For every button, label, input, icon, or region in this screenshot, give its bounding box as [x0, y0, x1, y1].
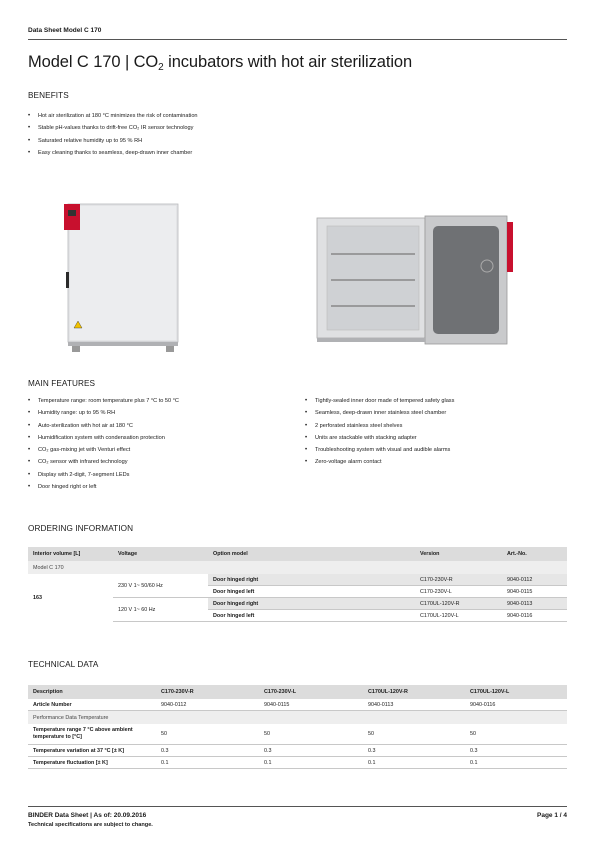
column-header: C170UL-120V-L [465, 685, 567, 699]
incubator-closed-image [60, 202, 180, 354]
table-row [28, 699, 567, 711]
main-features-right-list [305, 395, 454, 469]
list-item: • Easy cleaning thanks to seamless, deep-drawn inner chamber [28, 147, 198, 159]
table-cell: 0.3 [156, 745, 259, 757]
group-label: Performance Data Temperature [28, 711, 567, 725]
table-cell: 50 [465, 724, 567, 745]
table-group-row [28, 711, 567, 725]
voltage-cell: 230 V 1~ 50/60 Hz [113, 574, 208, 598]
table-header-row [28, 547, 567, 561]
ordering-table [28, 547, 567, 622]
footer-note: Technical specifications are subject to change. [28, 822, 153, 828]
table-row [28, 757, 567, 769]
column-header: Interior volume [L] [28, 547, 113, 561]
page-title: Model C 170 | $CO_2$ incubators with hot air sterilization [28, 53, 413, 73]
document-header-label: Data Sheet Model C 170 [28, 27, 102, 34]
technical-data-table [28, 685, 567, 769]
header-divider [28, 39, 567, 40]
list-item: • Units are stackable with stacking adapter [305, 432, 454, 444]
article-number-cell: 9040-0112 [502, 574, 567, 586]
list-item: • Tightly-sealed inner door made of tempered safety glass [305, 395, 454, 407]
table-cell: 0.3 [465, 745, 567, 757]
column-header: Version [415, 547, 502, 561]
table-cell: 0.3 [259, 745, 363, 757]
list-item: • Zero-voltage alarm contact [305, 456, 454, 468]
list-item: • Display with 2-digit, 7-segment LEDs [28, 469, 179, 481]
page-number: Page 1 / 4 [537, 812, 567, 819]
table-cell: 0.1 [363, 757, 465, 769]
table-cell: 50 [259, 724, 363, 745]
main-features-heading: MAIN FEATURES [28, 379, 96, 388]
list-item: • Humidity range: up to 95 % RH [28, 407, 179, 419]
list-item: • 2 perforated stainless steel shelves [305, 420, 454, 432]
article-number-cell: 9040-0115 [502, 586, 567, 598]
row-label: Temperature range 7 °C above ambient temperature to [°C] [28, 724, 156, 745]
column-header: Option model [208, 547, 415, 561]
column-header: Description [28, 685, 156, 699]
row-label: Temperature variation at 37 °C [± K] [28, 745, 156, 757]
column-header: C170UL-120V-R [363, 685, 465, 699]
table-cell: 9040-0113 [363, 699, 465, 711]
footer-source: BINDER Data Sheet | As of: 20.09.2016 [28, 812, 147, 819]
technical-heading: TECHNICAL DATA [28, 660, 99, 669]
list-item: • CO₂ gas-mixing jet with Venturi effect [28, 444, 179, 456]
table-group-row [28, 561, 567, 574]
option-cell: Door hinged right [208, 598, 415, 610]
table-header-row [28, 685, 567, 699]
table-cell: 0.1 [259, 757, 363, 769]
table-cell: 50 [156, 724, 259, 745]
row-label: Temperature fluctuation [± K] [28, 757, 156, 769]
list-item: • Temperature range: room temperature plus 7 °C to 50 °C [28, 395, 179, 407]
voltage-cell: 120 V 1~ 60 Hz [113, 598, 208, 622]
option-cell: Door hinged right [208, 574, 415, 586]
column-header: Art.-No. [502, 547, 567, 561]
ordering-heading: ORDERING INFORMATION [28, 524, 134, 533]
list-item: • Door hinged right or left [28, 481, 179, 493]
row-label: Article Number [28, 699, 156, 711]
list-item: • Saturated relative humidity up to 95 % RH [28, 135, 198, 147]
table-cell: 0.1 [156, 757, 259, 769]
column-header: Voltage [113, 547, 208, 561]
table-cell: 50 [363, 724, 465, 745]
list-item: • Hot air sterilization at 180 °C minimizes the risk of contamination [28, 110, 198, 122]
table-cell: 9040-0115 [259, 699, 363, 711]
column-header: C170-230V-L [259, 685, 363, 699]
benefits-heading: BENEFITS [28, 91, 69, 100]
main-features-left-list [28, 395, 179, 493]
table-cell: 0.1 [465, 757, 567, 769]
version-cell: C170-230V-L [415, 586, 502, 598]
incubator-open-image [313, 212, 523, 354]
article-number-cell: 9040-0116 [502, 610, 567, 622]
version-cell: C170UL-120V-R [415, 598, 502, 610]
list-item: • Troubleshooting system with visual and audible alarms [305, 444, 454, 456]
article-number-cell: 9040-0113 [502, 598, 567, 610]
list-item: • Auto-sterilization with hot air at 180 °C [28, 420, 179, 432]
table-row [28, 724, 567, 745]
list-item: • Humidification system with condensation protection [28, 432, 179, 444]
table-row [28, 574, 567, 586]
version-cell: C170UL-120V-L [415, 610, 502, 622]
benefits-list [28, 110, 198, 159]
list-item: • CO₂ sensor with infrared technology [28, 456, 179, 468]
volume-cell: 163 [33, 594, 42, 601]
column-header: C170-230V-R [156, 685, 259, 699]
table-cell: 9040-0116 [465, 699, 567, 711]
version-cell: C170-230V-R [415, 574, 502, 586]
list-item: • Seamless, deep-drawn inner stainless steel chamber [305, 407, 454, 419]
option-cell: Door hinged left [208, 586, 415, 598]
table-cell: 9040-0112 [156, 699, 259, 711]
option-cell: Door hinged left [208, 610, 415, 622]
footer-divider [28, 806, 567, 807]
group-label: Model C 170 [28, 561, 567, 574]
list-item: • Stable pH-values thanks to drift-free CO₂ IR sensor technology [28, 122, 198, 134]
table-row [28, 745, 567, 757]
table-cell: 0.3 [363, 745, 465, 757]
